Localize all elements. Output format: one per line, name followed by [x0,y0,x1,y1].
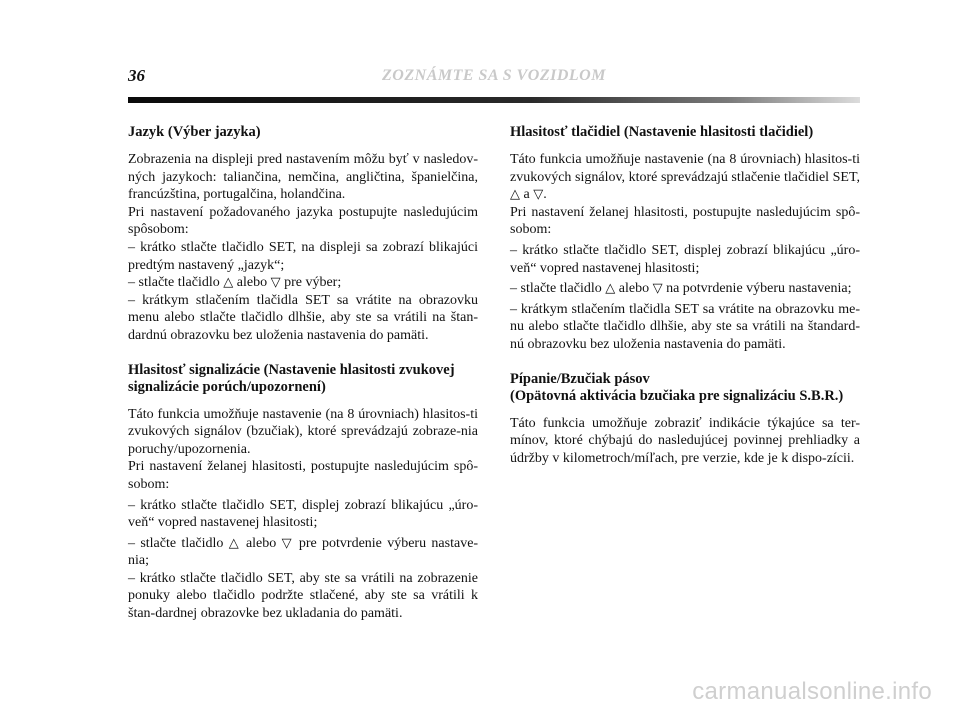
text: a [523,187,530,203]
section-title: Hlasitosť tlačidiel (Nastavenie hlasitosti tlačidiel) [510,124,814,140]
up-arrow-icon: △ [228,535,241,551]
up-arrow-icon: △ [223,275,234,291]
paragraph: – krátko stlačte tlačidlo SET, displej zobrazí blikajúcu „úro-veň“ vopred nastavenej hlasitosti; [128,497,478,531]
paragraph: – krátkym stlačením tlačidla SET sa vrátite na obrazovku menu alebo stlačte tlačidlo dlhšie, aby ste sa vrátili na štan-dardnú obrazovku bez uloženia nastavenia do pamäti. [128,292,478,343]
section-title: Jazyk (Výber jazyka) [128,124,261,140]
paragraph: Pri nastavení želanej hlasitosti, postupujte nasledujúcim spô-sobom: [128,459,478,492]
paragraph: Táto funkcia umožňuje nastavenie (na 8 úrovniach) hlasitos-ti zvukových signálov (bzučiak), ktoré sprevádzajú zobraze-nia poruchy/upozornenia. [128,406,478,457]
up-arrow-icon: △ [510,187,520,203]
paragraph: Pri nastavení želanej hlasitosti, postupujte nasledujúcim spô-sobom: [510,204,860,238]
text: – stlačte tlačidlo [510,281,602,297]
paragraph: Zobrazenia na displeji pred nastavením môžu byť v nasledov-ných jazykoch: taliančina, nemčina, angličtina, španielčina, francúzština, portugalčina, holandčina. [128,152,478,203]
up-arrow-icon: △ [605,281,616,297]
down-arrow-icon: ▽ [270,275,281,291]
down-arrow-icon: ▽ [533,187,544,203]
text: – stlačte tlačidlo [128,275,220,291]
watermark: carmanualsonline.info [692,678,932,705]
paragraph: – krátko stlačte tlačidlo SET, aby ste sa vrátili na zobrazenie ponuky alebo tlačidlo podržte stlačené, aby ste sa vrátili k štan-dardnej obrazovke bez ukladania do pamäti. [128,570,478,622]
right-column [510,124,860,484]
text: alebo [618,281,650,297]
paragraph: Pri nastavení požadovaného jazyka postupujte nasledujúcim spôsobom: [128,204,478,238]
text: pre potvrdenie výberu nastave-nia; [128,535,479,569]
paragraph: Táto funkcia umožňuje zobraziť indikácie týkajúce sa ter-mínov, ktoré chýbajú do nasledujúcej povinnej prehliadky a údržby v kilometroch/míľach, pre verzie, kde je k dispo-zícii. [510,415,860,466]
text: na potvrdenie výberu nastavenia; [666,281,852,297]
left-column [128,124,478,640]
title-line: Pípanie/Bzučiak pásov [510,370,650,387]
text: – stlačte tlačidlo [128,535,224,551]
paragraph: – krátko stlačte tlačidlo SET, displej zobrazí blikajúcu „úro-veň“ vopred nastavenej hlasitosti; [510,242,860,276]
paragraph: – krátkym stlačením tlačidla SET sa vrátite na obrazovku me-nu alebo stlačte tlačidlo dlhšie, aby ste sa vrátili na štandard-nú obrazovku bez uloženia nastavenia do pamäti. [510,301,860,352]
section-title [510,371,860,405]
text: Táto funkcia umožňuje nastavenie (na 8 úrovniach) hlasitos-ti zvukových signálov, ktoré sprevádzajú stlačenie tlačidiel SET, [510,152,860,185]
paragraph [128,535,478,570]
text: pre výber; [284,275,342,291]
header-rule [128,97,860,103]
down-arrow-icon: ▽ [281,535,294,551]
page-number: 36 [128,66,145,85]
section-title: Hlasitosť signalizácie (Nastavenie hlasitosti zvukovej signalizácie porúch/upozornení) [128,361,455,395]
down-arrow-icon: ▽ [652,281,663,297]
running-title: ZOZNÁMTE SA S VOZIDLOM [382,67,606,84]
section-language [128,124,478,345]
section-seatbelt-buzzer [510,371,860,468]
title-line: (Opätovná aktivácia bzučiaka pre signalizáciu S.B.R.) [510,387,844,404]
paragraph [128,274,478,292]
section-signal-volume [128,362,478,623]
text: alebo [236,275,268,291]
paragraph: – krátko stlačte tlačidlo SET, na displeji sa zobrazí blikajúci predtým nastavený „jazyk“; [128,239,478,273]
paragraph [510,151,860,204]
section-button-volume [510,124,860,354]
text: . [543,187,547,203]
page-header [128,66,860,92]
text: alebo [245,535,277,551]
paragraph [510,280,860,298]
